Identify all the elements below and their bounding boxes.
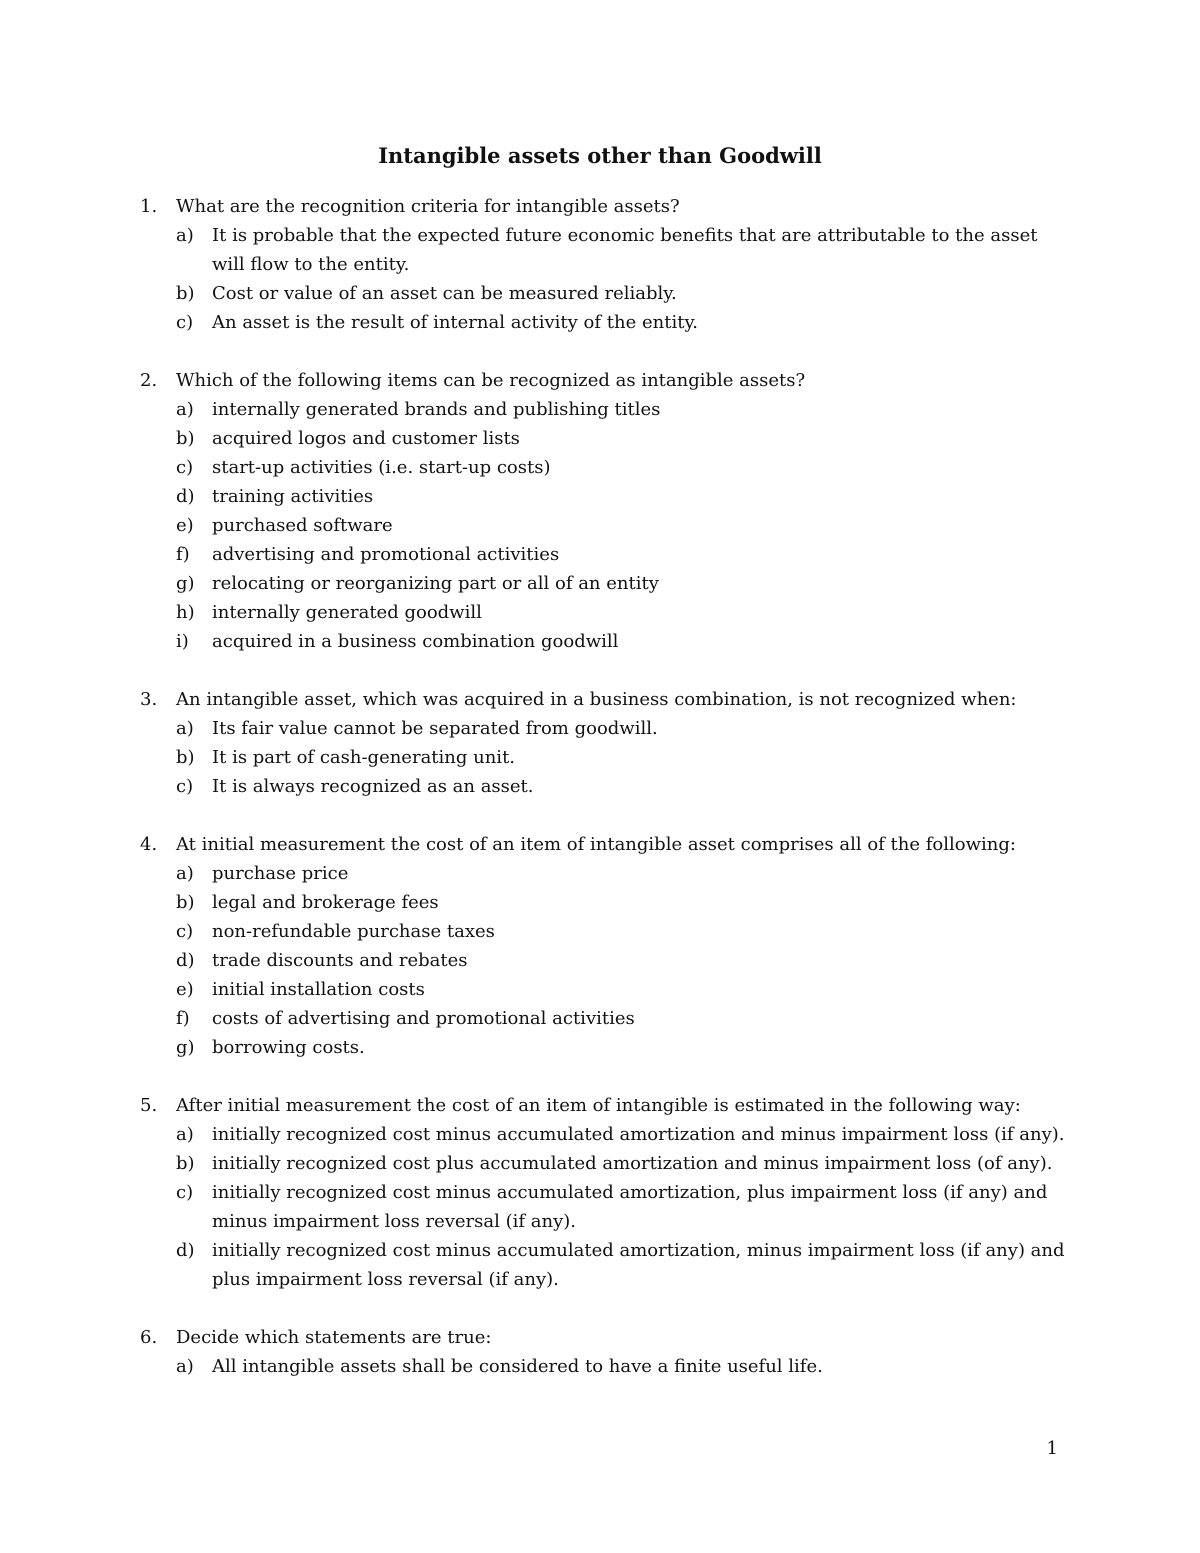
option-letter: b) [176,428,195,449]
option-letter: d) [176,1240,195,1261]
option-text: purchased software [212,515,393,536]
question-text: What are the recognition criteria for intangible assets? [176,196,680,217]
answer-option [176,917,1070,946]
option-text: All intangible assets shall be considered to have a finite useful life. [212,1356,823,1377]
question-2 [140,366,1070,656]
option-text: initial installation costs [212,979,425,1000]
answer-option [176,569,1070,598]
option-letter: c) [176,312,194,333]
question-line [140,685,1070,714]
answer-option [176,482,1070,511]
answer-option [176,395,1070,424]
answer-option [176,1149,1070,1178]
option-letter: h) [176,602,195,623]
answer-option [176,308,1070,337]
question-text: At initial measurement the cost of an item of intangible asset comprises all of the following: [176,834,1016,855]
answer-option [176,1178,1070,1236]
answer-options [176,1120,1070,1294]
option-text: initially recognized cost minus accumulated amortization, plus impairment loss (if any) and minus impairment loss reversal (if any). [212,1182,1048,1232]
option-letter: d) [176,950,195,971]
option-text: acquired in a business combination goodwill [212,631,619,652]
option-letter: c) [176,457,194,478]
answer-option [176,714,1070,743]
question-line [140,1323,1070,1352]
answer-option [176,279,1070,308]
question-line [140,366,1070,395]
answer-options [176,221,1070,337]
option-text: Its fair value cannot be separated from goodwill. [212,718,658,739]
question-line [140,830,1070,859]
option-letter: b) [176,283,195,304]
question-number: 2. [140,370,158,391]
option-letter: e) [176,979,194,1000]
question-text: Which of the following items can be recognized as intangible assets? [176,370,806,391]
question-number: 3. [140,689,158,710]
option-text: purchase price [212,863,349,884]
page-title: Intangible assets other than Goodwill [378,143,822,168]
option-letter: a) [176,1124,194,1145]
page-number: 1 [1046,1438,1058,1459]
answer-options [176,859,1070,1062]
option-letter: g) [176,573,195,594]
option-text: legal and brokerage fees [212,892,439,913]
option-text: costs of advertising and promotional activities [212,1008,635,1029]
option-text: non-refundable purchase taxes [212,921,495,942]
option-text: training activities [212,486,374,507]
answer-option [176,1120,1070,1149]
option-text: acquired logos and customer lists [212,428,520,449]
question-1 [140,192,1070,337]
option-text: start-up activities (i.e. start-up costs) [212,457,551,478]
option-letter: d) [176,486,195,507]
option-letter: a) [176,718,194,739]
option-text: borrowing costs. [212,1037,365,1058]
option-text: Cost or value of an asset can be measured reliably. [212,283,677,304]
option-letter: c) [176,776,194,797]
option-letter: a) [176,1356,194,1377]
option-text: It is always recognized as an asset. [212,776,534,797]
option-text: advertising and promotional activities [212,544,560,565]
question-number: 1. [140,196,158,217]
option-letter: a) [176,399,194,420]
option-text: It is part of cash-generating unit. [212,747,516,768]
option-letter: b) [176,1153,195,1174]
answer-option [176,540,1070,569]
answer-option [176,975,1070,1004]
option-letter: f) [176,1008,190,1029]
option-letter: g) [176,1037,195,1058]
option-text: internally generated goodwill [212,602,482,623]
answer-option [176,859,1070,888]
question-text: An intangible asset, which was acquired in a business combination, is not recognized when: [176,689,1017,710]
option-letter: c) [176,1182,194,1203]
question-line [140,1091,1070,1120]
answer-option [176,1352,1070,1381]
answer-option [176,453,1070,482]
answer-option [176,888,1070,917]
answer-option [176,772,1070,801]
option-text: initially recognized cost minus accumulated amortization, minus impairment loss (if any) and plus impairment loss reversal (if any). [212,1240,1065,1290]
option-text: trade discounts and rebates [212,950,468,971]
option-letter: i) [176,631,189,652]
question-5 [140,1091,1070,1294]
option-text: initially recognized cost plus accumulated amortization and minus impairment loss (of any). [212,1153,1053,1174]
option-letter: b) [176,892,195,913]
answer-option [176,743,1070,772]
question-6 [140,1323,1070,1381]
answer-option [176,511,1070,540]
option-letter: a) [176,863,194,884]
option-text: initially recognized cost minus accumulated amortization and minus impairment loss (if any). [212,1124,1065,1145]
question-3 [140,685,1070,801]
answer-options [176,1352,1070,1381]
option-text: It is probable that the expected future economic benefits that are attributable to the asset will flow to the entity. [212,225,1038,275]
answer-option [176,598,1070,627]
option-text: internally generated brands and publishing titles [212,399,661,420]
question-list [140,192,1070,1410]
answer-option [176,946,1070,975]
question-line [140,192,1070,221]
question-number: 4. [140,834,158,855]
option-letter: c) [176,921,194,942]
answer-options [176,714,1070,801]
answer-option [176,221,1070,279]
option-text: An asset is the result of internal activity of the entity. [212,312,698,333]
question-text: Decide which statements are true: [176,1327,492,1348]
answer-options [176,395,1070,656]
option-letter: f) [176,544,190,565]
answer-option [176,627,1070,656]
question-number: 5. [140,1095,158,1116]
answer-option [176,424,1070,453]
option-text: relocating or reorganizing part or all of an entity [212,573,659,594]
answer-option [176,1004,1070,1033]
answer-option [176,1033,1070,1062]
question-text: After initial measurement the cost of an item of intangible is estimated in the following way: [176,1095,1021,1116]
question-4 [140,830,1070,1062]
option-letter: e) [176,515,194,536]
answer-option [176,1236,1070,1294]
question-number: 6. [140,1327,158,1348]
option-letter: b) [176,747,195,768]
option-letter: a) [176,225,194,246]
